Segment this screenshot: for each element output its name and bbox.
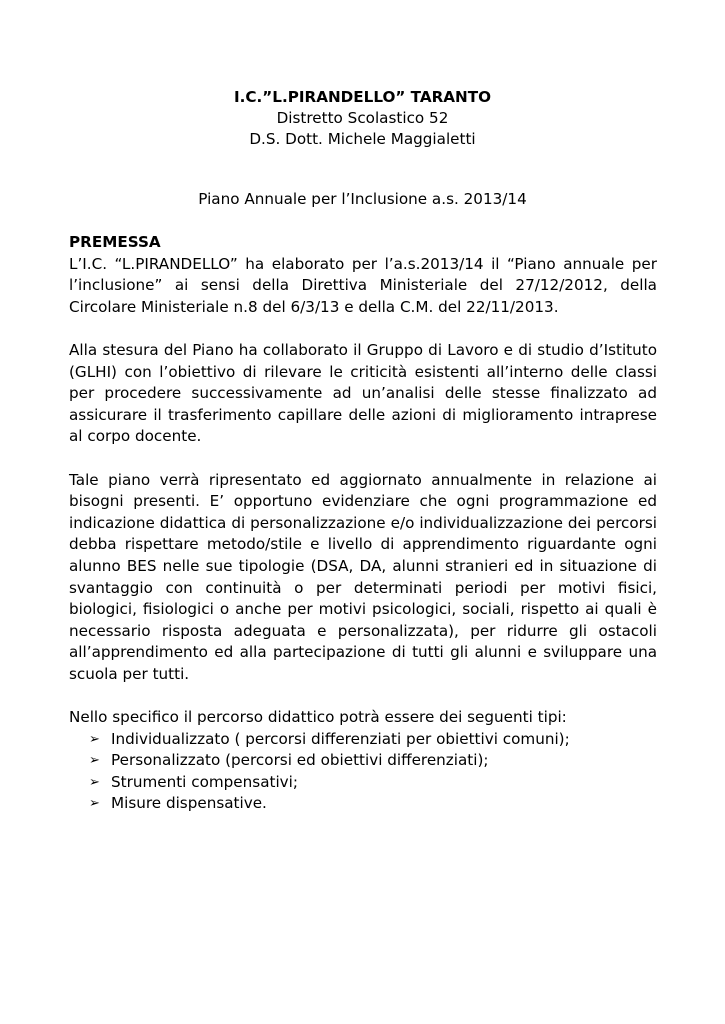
list-intro: Nello specifico il percorso didattico potrà essere dei seguenti tipi: <box>69 708 567 727</box>
list-item-text: Individualizzato ( percorsi differenziati per obiettivi comuni); <box>111 729 570 748</box>
arrowhead-bullet-icon: ➢ <box>89 796 100 812</box>
list-item-text: Misure dispensative. <box>111 794 267 813</box>
list-item <box>89 729 657 751</box>
school-district: Distretto Scolastico 52 <box>276 109 449 127</box>
list-item <box>89 750 657 772</box>
arrowhead-bullet-icon: ➢ <box>89 774 100 790</box>
path-types-list <box>69 729 657 815</box>
school-principal: D.S. Dott. Michele Maggialetti <box>249 130 476 148</box>
arrowhead-bullet-icon: ➢ <box>89 731 100 747</box>
section-heading: PREMESSA <box>69 233 161 251</box>
arrowhead-bullet-icon: ➢ <box>89 753 100 769</box>
list-item <box>89 793 657 815</box>
paragraph-intro: L’I.C. “L.PIRANDELLO” ha elaborato per l’a.s.2013/14 il “Piano annuale per l’inclusione” ai sensi della Direttiva Ministeriale del 27/12/2012, della Circolare Ministeriale n.8 del 6/3/13 e della C.M. del 22/11/2013. <box>69 254 657 316</box>
document-body <box>69 232 657 815</box>
document-header <box>0 87 725 150</box>
list-item-text: Personalizzato (percorsi ed obiettivi differenziati); <box>111 751 489 770</box>
plan-title: Piano Annuale per l’Inclusione a.s. 2013/14 <box>198 190 527 208</box>
paragraph-plan-update: Tale piano verrà ripresentato ed aggiornato annualmente in relazione ai bisogni presenti. E’ opportuno evidenziare che ogni programmazione ed indicazione didattica di personalizzazione e/o individualizzazione dei percorsi debba rispettare metodo/stile e livello di apprendimento riguardante ogni alunno BES nelle sue tipologie (DSA, DA, alunni stranieri ed in situazione di svantaggio con continuità o per determinati periodi per motivi fisici, biologici, fisiologici o anche per motivi psicologici, sociali, rispetto ai quali è necessario risposta adeguata e personalizzata), per ridurre gli ostacoli all’apprendimento ed alla partecipazione di tutti gli alunni e sviluppare una scuola per tutti. <box>69 470 657 683</box>
school-name: I.C.”L.PIRANDELLO” TARANTO <box>233 88 492 106</box>
list-item-text: Strumenti compensativi; <box>111 772 298 791</box>
list-item <box>89 772 657 794</box>
paragraph-glhi: Alla stesura del Piano ha collaborato il Gruppo di Lavoro e di studio d’Istituto (GLHI) con l’obiettivo di rilevare le criticità esistenti all’interno delle classi per procedere successivamente ad un’analisi delle stesse finalizzato ad assicurare il trasferimento capillare delle azioni di miglioramento intraprese al corpo docente. <box>69 340 657 446</box>
